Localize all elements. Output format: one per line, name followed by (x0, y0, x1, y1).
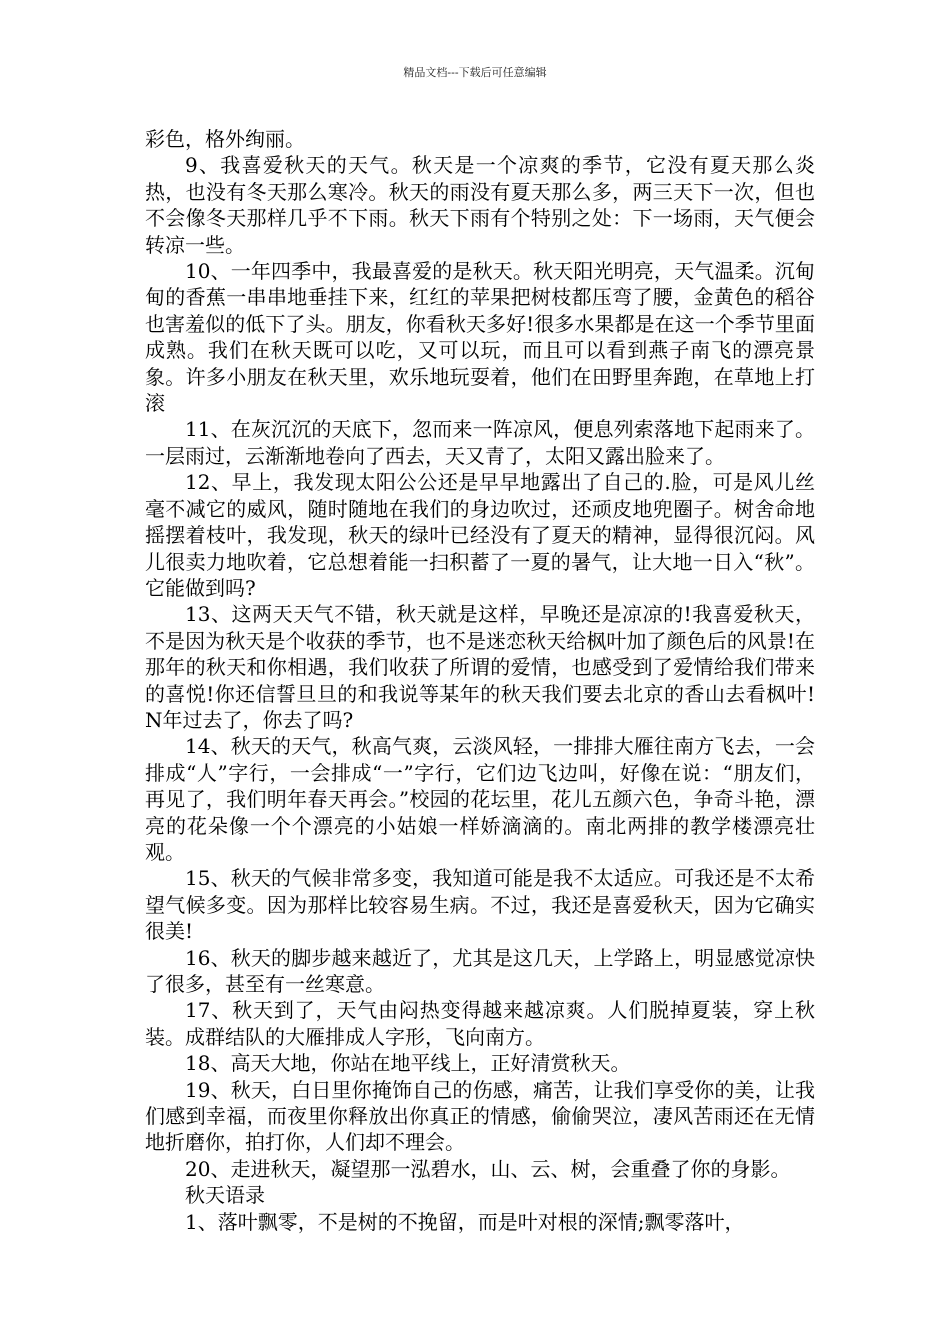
paragraph-item-18: 18、高天大地，你站在地平线上，正好清赏秋天。 (185, 1051, 631, 1076)
page-header: 精品文档---下载后可任意编辑 (403, 66, 547, 79)
paragraph-continuation: 彩色，格外绚丽。 (145, 127, 305, 151)
quote-item-1: 1、落叶飘零，不是树的不挽留，而是叶对根的深情;飘零落叶， (185, 1209, 745, 1234)
paragraph-item-16: 16、秋天的脚步越来越近了，尤其是这几天，上学路上，明显感觉凉快了很多，甚至有一丝寒意。 (145, 945, 815, 996)
paragraph-item-11: 11、在灰沉沉的天底下，忽而来一阵凉风，便息列索落地下起雨来了。一层雨过，云渐渐地卷向了西去，天又青了，太阳又露出脸来了。 (145, 417, 815, 468)
paragraph-item-20: 20、走进秋天，凝望那一泓碧水，山、云、树，会重叠了你的身影。 (185, 1156, 791, 1181)
paragraph-item-15: 15、秋天的气候非常多变，我知道可能是我不太适应。可我还是不太希望气候多变。因为那样比较容易生病。不过，我还是喜爱秋天，因为它确实很美! (145, 866, 815, 944)
paragraph-item-17: 17、秋天到了，天气由闷热变得越来越凉爽。人们脱掉夏装，穿上秋装。成群结队的大雁排成人字形，飞向南方。 (145, 998, 815, 1049)
paragraph-item-10: 10、一年四季中，我最喜爱的是秋天。秋天阳光明亮，天气温柔。沉甸甸的香蕉一串串地垂挂下来，红红的苹果把树枝都压弯了腰，金黄色的稻谷也害羞似的低下了头。朋友，你看秋天多好!很多水果都是在这一个季节里面成熟。我们在秋天既可以吃，又可以玩，而且可以看到燕子南飞的漂亮景象。许多小朋友在秋天里，欢乐地玩耍着，他们在田野里奔跑，在草地上打滚 (145, 259, 815, 416)
paragraph-item-12: 12、早上，我发现太阳公公还是早早地露出了自己的.脸，可是风儿丝毫不减它的威风，随时随地在我们的身边吹过，还顽皮地兜圈子。树舍命地摇摆着枝叶，我发现，秋天的绿叶已经没有了夏天的精神，显得很沉闷。风儿很卖力地吹着，它总想着能一扫积蓄了一夏的暑气，让大地一日入“秋”。它能做到吗? (145, 470, 815, 600)
paragraph-item-14: 14、秋天的天气，秋高气爽，云淡风轻，一排排大雁往南方飞去，一会排成“人”字行，一会排成“一”字行，它们边飞边叫，好像在说：“朋友们，再见了，我们明年春天再会。”校园的花坛里，花儿五颜六色，争奇斗艳，漂亮的花朵像一个个漂亮的小姑娘一样娇滴滴的。南北两排的教学楼漂亮壮观。 (145, 734, 815, 864)
paragraph-item-13: 13、这两天天气不错，秋天就是这样，早晚还是凉凉的!我喜爱秋天，不是因为秋天是个收获的季节，也不是迷恋秋天给枫叶加了颜色后的风景!在那年的秋天和你相遇，我们收获了所谓的爱情，也感受到了爱情给我们带来的喜悦!你还信誓旦旦的和我说等某年的秋天我们要去北京的香山去看枫叶!N年过去了，你去了吗? (145, 602, 815, 732)
document-body (145, 126, 815, 1235)
section-heading: 秋天语录 (185, 1183, 265, 1208)
paragraph-item-9: 9、我喜爱秋天的天气。秋天是一个凉爽的季节，它没有夏天那么炎热，也没有冬天那么寒冷。秋天的雨没有夏天那么多，两三天下一次，但也不会像冬天那样几乎不下雨。秋天下雨有个特别之处：下一场雨，天气便会转凉一些。 (145, 153, 815, 257)
paragraph-item-19: 19、秋天，白日里你掩饰自己的伤感，痛苦，让我们享受你的美，让我们感到幸福，而夜里你释放出你真正的情感，偷偷哭泣，凄风苦雨还在无情地折磨你，拍打你，人们却不理会。 (145, 1077, 815, 1155)
